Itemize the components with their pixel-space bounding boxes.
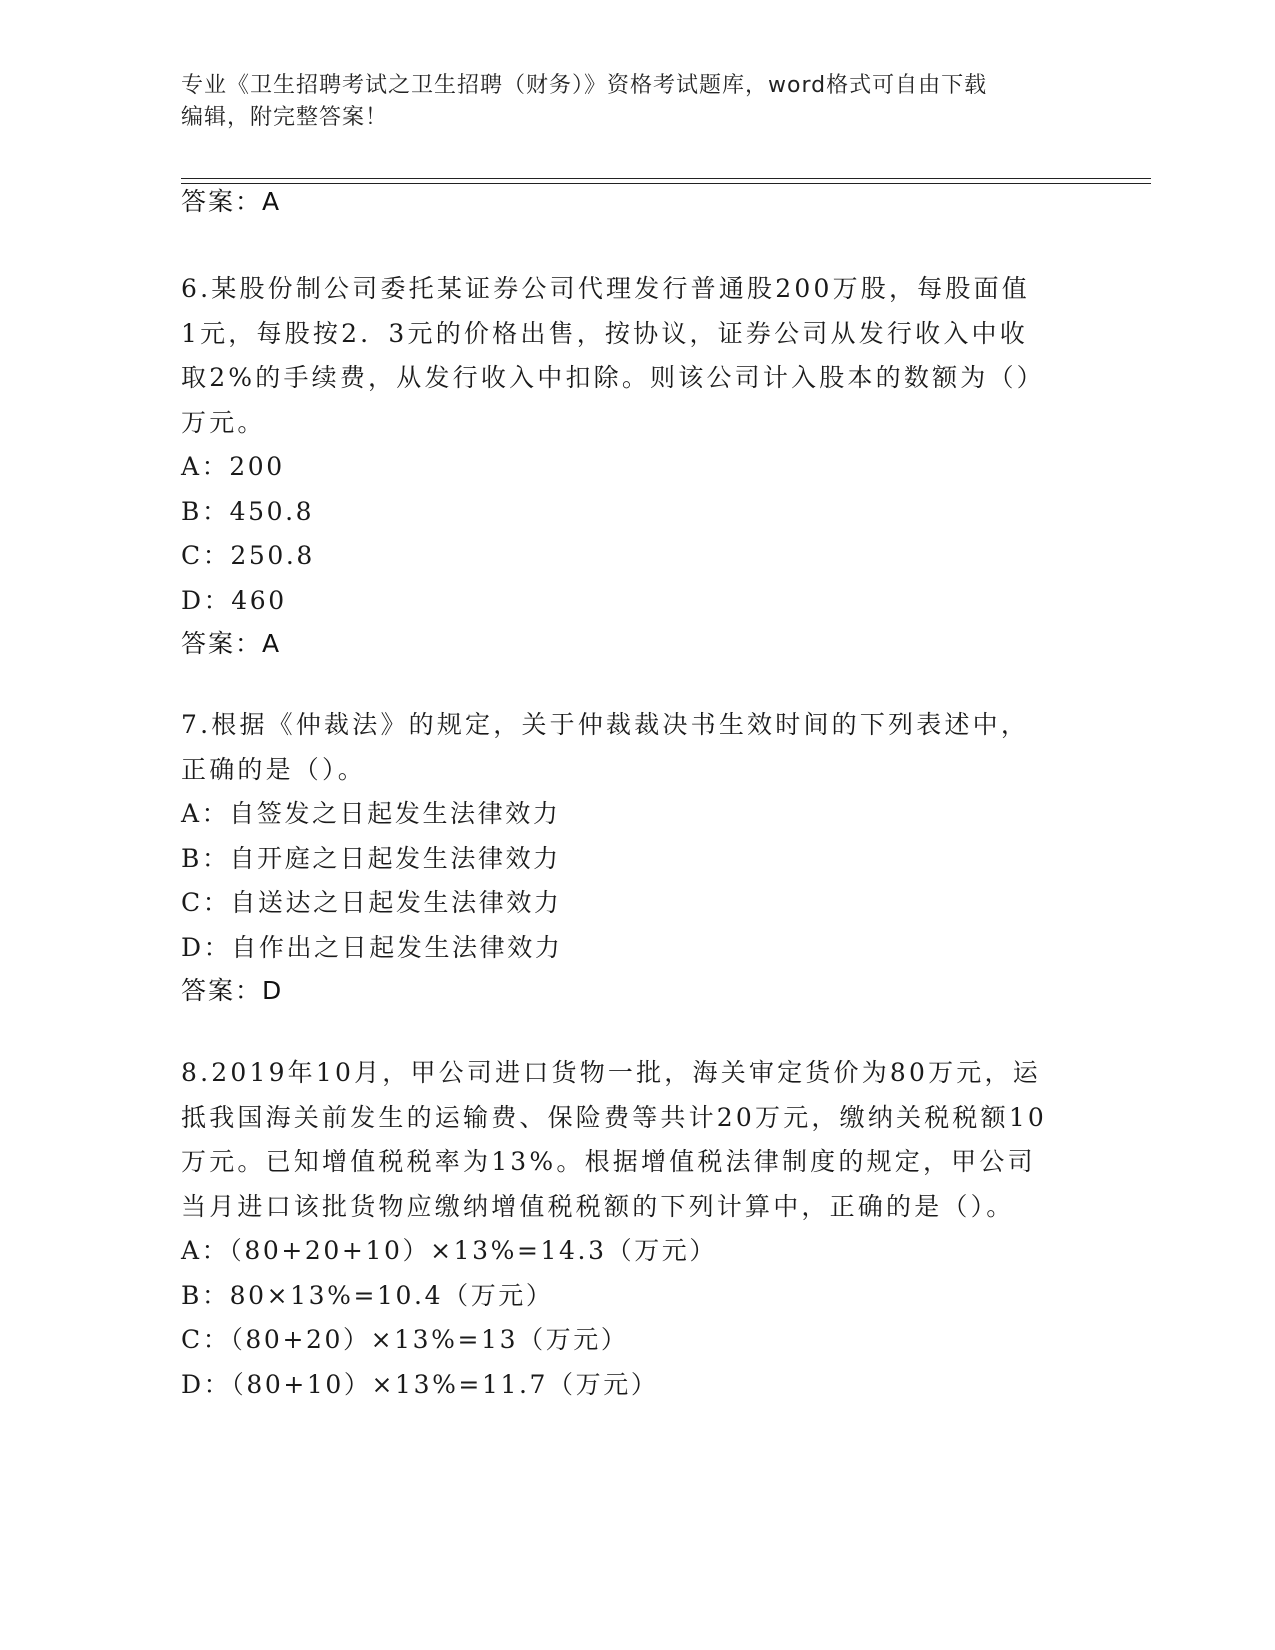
answer-q6: 答案：A (181, 629, 282, 658)
header-rule-bottom (181, 183, 1151, 184)
question-line: 当月进口该批货物应缴纳增值税税额的下列计算中，正确的是（）。 (181, 1191, 1015, 1221)
question-line: 7.根据《仲裁法》的规定，关于仲裁裁决书生效时间的下列表述中， (181, 710, 1030, 739)
answer-q7: 答案：D (181, 976, 284, 1005)
question-line: 6.某股份制公司委托某证券公司代理发行普通股200万股，每股面值 (181, 274, 1030, 303)
question-6-stem (181, 267, 1081, 445)
option-a: A：（80+20+10）×13%=14.3（万元） (181, 1236, 718, 1265)
option-b: B：450.8 (181, 496, 315, 526)
option-c: C：250.8 (181, 541, 315, 570)
option-b: B：自开庭之日起发生法律效力 (181, 843, 561, 873)
option-c: C：自送达之日起发生法律效力 (181, 888, 562, 917)
question-line: 1元，每股按2．3元的价格出售，按协议，证券公司从发行收入中收 (181, 318, 1028, 348)
question-7 (181, 703, 1081, 1008)
question-8-stem (181, 1051, 1081, 1229)
question-6 (181, 267, 1081, 661)
option-d: D：（80+10）×13%=11.7（万元） (181, 1369, 659, 1399)
answer-q5: 答案：A (181, 187, 282, 216)
document-header (181, 70, 1041, 134)
question-line: 抵我国海关前发生的运输费、保险费等共计20万元，缴纳关税税额10 (181, 1102, 1048, 1132)
header-line-1: 专业《卫生招聘考试之卫生招聘（财务）》资格考试题库，word格式可自由下载 (181, 73, 988, 98)
question-line: 8.2019年10月，甲公司进口货物一批，海关审定货价为80万元，运 (181, 1058, 1041, 1087)
header-rule-top (181, 178, 1151, 179)
option-b: B：80×13%=10.4（万元） (181, 1280, 554, 1310)
question-line: 正确的是（）。 (181, 754, 366, 784)
option-a: A：自签发之日起发生法律效力 (181, 799, 561, 828)
option-d: D：自作出之日起发生法律效力 (181, 932, 563, 962)
option-d: D：460 (181, 585, 287, 615)
header-line-2: 编辑，附完整答案！ (181, 105, 389, 130)
question-8-options (181, 1229, 1081, 1407)
question-line: 取2%的手续费，从发行收入中扣除。则该公司计入股本的数额为（） (181, 363, 1045, 392)
question-7-options (181, 792, 1081, 970)
question-line: 万元。 (181, 407, 266, 437)
option-c: C：（80+20）×13%=13（万元） (181, 1325, 629, 1354)
question-6-options (181, 445, 1081, 623)
question-line: 万元。已知增值税税率为13%。根据增值税法律制度的规定，甲公司 (181, 1147, 1036, 1176)
option-a: A：200 (181, 452, 285, 481)
question-7-stem (181, 703, 1081, 792)
question-8 (181, 1051, 1081, 1407)
